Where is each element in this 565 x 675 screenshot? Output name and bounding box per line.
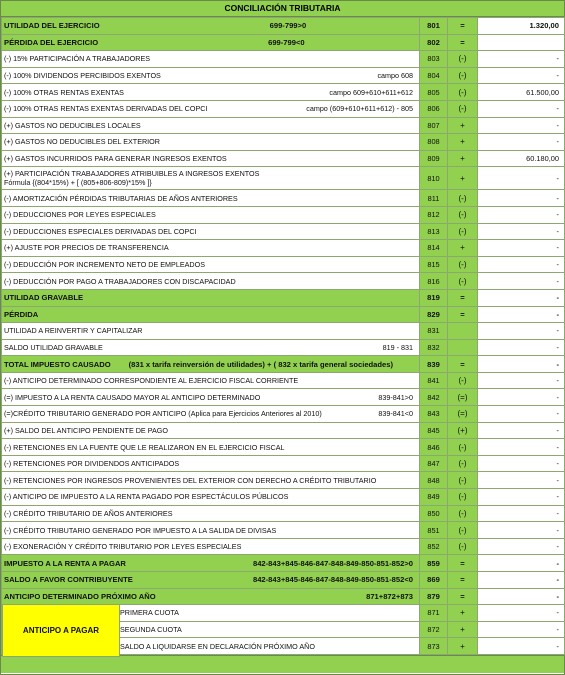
row-code: 847 [420,455,448,472]
row-value-field[interactable]: - [478,588,565,605]
table-row [2,100,565,117]
table-row [2,455,565,472]
row-label-cell [2,256,420,273]
row-formula: 839-841>0 [378,392,413,402]
row-label-cell [2,406,420,423]
row-sign: (-) [448,223,478,240]
row-label: IMPUESTO A LA RENTA A PAGAR [4,558,126,568]
row-code: 801 [420,18,448,35]
row-sign: (-) [448,190,478,207]
table-row [2,117,565,134]
row-sign: (=) [448,389,478,406]
row-label-cell [2,588,420,605]
table-row [2,489,565,506]
row-label-cell [2,472,420,489]
row-label-cell [2,505,420,522]
row-label: (-) ANTICIPO DE IMPUESTO A LA RENTA PAGADO POR ESPECTÁCULOS PÚBLICOS [4,492,289,502]
row-code: 852 [420,538,448,555]
row-code: 832 [420,339,448,356]
row-code: 808 [420,134,448,151]
row-value-field[interactable]: - [478,339,565,356]
row-formula-note: Fórmula {(804*15%) + [ (805+806-809)*15% ]} [4,178,152,188]
table-row [2,34,565,51]
row-formula: 842-843+845-846-847-848-849-850-851-852<0 [252,575,413,585]
row-sign: (-) [448,51,478,68]
row-value-field[interactable]: - [478,439,565,456]
row-code: 839 [420,356,448,373]
row-value-field[interactable]: - [478,406,565,423]
row-sign: (-) [448,522,478,539]
row-code: 859 [420,555,448,572]
row-label-cell [2,439,420,456]
row-code: 803 [420,51,448,68]
anticipo-a-pagar-label: ANTICIPO A PAGAR [2,604,120,657]
table-row [2,306,565,323]
row-value-field[interactable]: - [478,356,565,373]
table-row [2,522,565,539]
row-value-field[interactable]: - [478,240,565,257]
row-value-field[interactable]: - [478,117,565,134]
row-code: 879 [420,588,448,605]
row-value-field[interactable]: - [478,167,565,190]
table-row [2,323,565,340]
row-label: (-) RETENCIONES EN LA FUENTE QUE LE REALIZARON EN EL EJERCICIO FISCAL [4,442,285,452]
anticipo-item-sign: + [448,638,478,655]
table-row [2,422,565,439]
table-row [2,289,565,306]
row-label-cell [2,223,420,240]
row-label-cell [2,117,420,134]
row-label: (-) ANTICIPO DETERMINADO CORRESPONDIENTE AL EJERCICIO FISCAL CORRIENTE [4,376,299,386]
row-code: 805 [420,84,448,101]
row-value-field[interactable]: - [478,256,565,273]
table-row [2,389,565,406]
row-value-field[interactable]: - [478,223,565,240]
row-label: (-) AMORTIZACIÓN PÉRDIDAS TRIBUTARIAS DE AÑOS ANTERIORES [4,193,238,203]
sheet-title: CONCILIACIÓN TRIBUTARIA [1,1,564,17]
table-row [2,206,565,223]
row-label: (=)CRÉDITO TRIBUTARIO GENERADO POR ANTICIPO (Aplica para Ejercicios Anteriores al 2010) [4,409,322,419]
row-value-field[interactable]: - [478,389,565,406]
row-code: 846 [420,439,448,456]
row-formula: campo 608 [377,71,413,81]
row-value-field[interactable]: - [478,323,565,340]
row-label-cell [2,538,420,555]
row-value-field[interactable]: - [478,51,565,68]
row-code: 849 [420,489,448,506]
row-code: 848 [420,472,448,489]
row-label-cell [2,289,420,306]
row-label-cell [2,240,420,257]
row-code: 812 [420,206,448,223]
row-label-cell [2,339,420,356]
row-code: 831 [420,323,448,340]
row-sign: = [448,18,478,35]
row-label: (-) DEDUCCIONES POR LEYES ESPECIALES [4,210,156,220]
row-label: PÉRDIDA DEL EJERCICIO [4,37,99,47]
row-label: (+) PARTICIPACIÓN TRABAJADORES ATRIBUIBLES A INGRESOS EXENTOS [4,169,260,179]
row-value-field[interactable]: - [478,306,565,323]
table-row [2,372,565,389]
table-row [2,67,565,84]
row-value-field[interactable]: - [478,505,565,522]
anticipo-item-sign: + [448,605,478,622]
row-label-cell [2,455,420,472]
row-value-field[interactable]: - [478,289,565,306]
row-label-cell [2,206,420,223]
row-label: UTILIDAD GRAVABLE [4,293,84,303]
row-label-cell [2,306,420,323]
row-label-cell [2,389,420,406]
row-sign: + [448,240,478,257]
row-sign [448,339,478,356]
row-code: 804 [420,67,448,84]
anticipo-item-code: 871 [420,605,448,622]
anticipo-row [2,605,565,622]
row-label: ANTICIPO DETERMINADO PRÓXIMO AÑO [4,591,156,601]
anticipo-item-code: 873 [420,638,448,655]
row-value-field[interactable]: - [478,190,565,207]
row-label: (-) 100% OTRAS RENTAS EXENTAS [4,87,124,97]
row-code: 843 [420,406,448,423]
row-label: (-) RETENCIONES POR DIVIDENDOS ANTICIPADOS [4,459,180,469]
row-label: (-) DEDUCCIONES ESPECIALES DERIVADAS DEL COPCI [4,226,197,236]
row-formula: campo (609+610+611+612) - 805 [306,104,413,114]
row-value-field[interactable]: - [478,555,565,572]
reconciliation-table [1,17,565,655]
row-sign: (=) [448,406,478,423]
table-row [2,18,565,35]
row-label-cell [2,273,420,290]
table-row [2,505,565,522]
row-code: 845 [420,422,448,439]
row-label: PÉRDIDA [4,309,39,319]
row-code: 851 [420,522,448,539]
row-sign: = [448,356,478,373]
table-row [2,572,565,589]
table-row [2,150,565,167]
row-value-field[interactable]: - [478,489,565,506]
table-row [2,406,565,423]
row-sign: (-) [448,256,478,273]
row-sign: + [448,167,478,190]
row-value-field[interactable]: - [478,422,565,439]
row-formula: 819 - 831 [382,342,413,352]
row-label: (-) DEDUCCIÓN POR INCREMENTO NETO DE EMPLEADOS [4,260,206,270]
row-value-field[interactable]: 1.320,00 [478,18,565,35]
table-row [2,256,565,273]
row-label-cell [2,18,420,35]
row-label-cell [2,323,420,340]
row-label: (+) GASTOS NO DEDUCIBLES DEL EXTERIOR [4,137,160,147]
row-formula: 871+872+873 [366,591,413,601]
row-label-cell [2,167,420,190]
table-row [2,588,565,605]
table-row [2,134,565,151]
row-label-cell [2,422,420,439]
table-row [2,223,565,240]
row-code: 819 [420,289,448,306]
row-sign: = [448,306,478,323]
row-label: (+) GASTOS NO DEDUCIBLES LOCALES [4,120,141,130]
row-value-field[interactable]: 61.500,00 [478,84,565,101]
row-sign: (-) [448,489,478,506]
row-label: UTILIDAD A REINVERTIR Y CAPITALIZAR [4,326,143,336]
row-sign: = [448,572,478,589]
row-value-field[interactable]: - [478,100,565,117]
row-label-cell [2,67,420,84]
row-value-field[interactable]: - [478,134,565,151]
row-label: TOTAL IMPUESTO CAUSADO [4,359,111,369]
row-code: 815 [420,256,448,273]
row-label-cell [2,51,420,68]
row-label-cell [2,356,420,373]
row-sign: + [448,117,478,134]
row-value-field[interactable]: - [478,67,565,84]
row-label: UTILIDAD DEL EJERCICIO [4,21,100,31]
row-formula: 839-841<0 [378,409,413,419]
row-code: 806 [420,100,448,117]
row-sign: = [448,289,478,306]
row-sign: (-) [448,84,478,101]
table-row [2,439,565,456]
anticipo-item-value-field[interactable]: - [478,605,565,622]
table-row [2,167,565,190]
table-row [2,356,565,373]
row-label: (+) AJUSTE POR PRECIOS DE TRANSFERENCIA [4,243,169,253]
row-code: 842 [420,389,448,406]
row-value-field[interactable]: - [478,538,565,555]
row-value-field[interactable]: - [478,372,565,389]
row-code: 816 [420,273,448,290]
row-label: SALDO A FAVOR CONTRIBUYENTE [4,575,133,585]
row-sign: (-) [448,273,478,290]
anticipo-item-label: SEGUNDA CUOTA [2,621,420,638]
row-sign: + [448,150,478,167]
row-label-cell [2,522,420,539]
anticipo-item-label: SALDO A LIQUIDARSE EN DECLARACIÓN PRÓXIMO AÑO [2,638,420,655]
row-sign: = [448,34,478,51]
row-code: 807 [420,117,448,134]
reconciliation-body [2,18,565,655]
row-label: (+) GASTOS INCURRIDOS PARA GENERAR INGRESOS EXENTOS [4,154,227,164]
table-row [2,538,565,555]
row-label: (-) CRÉDITO TRIBUTARIO GENERADO POR IMPUESTO A LA SALIDA DE DIVISAS [4,525,277,535]
row-sign: (-) [448,472,478,489]
row-code: 813 [420,223,448,240]
row-value-field[interactable] [478,34,565,51]
row-sign: + [448,134,478,151]
row-code: 850 [420,505,448,522]
table-row [2,555,565,572]
row-sign: (+) [448,422,478,439]
row-code: 869 [420,572,448,589]
row-sign: (-) [448,372,478,389]
row-sign: (-) [448,100,478,117]
row-label-cell [2,100,420,117]
row-code: 811 [420,190,448,207]
row-label: (-) EXONERACIÓN Y CRÉDITO TRIBUTARIO POR LEYES ESPECIALES [4,542,242,552]
row-label: (=) IMPUESTO A LA RENTA CAUSADO MAYOR AL ANTICIPO DETERMINADO [4,392,261,402]
anticipo-item-code: 872 [420,621,448,638]
row-sign [448,323,478,340]
row-label-cell [2,489,420,506]
row-formula: (831 x tarifa reinversión de utilidades) + ( 832 x tarifa general sociedades) [128,359,394,369]
table-row [2,339,565,356]
row-value-field[interactable]: - [478,572,565,589]
row-label: (-) 100% OTRAS RENTAS EXENTAS DERIVADAS DEL COPCI [4,104,208,114]
row-code: 841 [420,372,448,389]
table-row [2,472,565,489]
table-row [2,51,565,68]
row-value-field[interactable]: - [478,522,565,539]
row-sign: (-) [448,455,478,472]
row-sign: (-) [448,206,478,223]
row-value-field[interactable]: - [478,472,565,489]
sheet-footer [1,655,564,673]
row-label: (-) 100% DIVIDENDOS PERCIBIDOS EXENTOS [4,71,161,81]
row-code: 809 [420,150,448,167]
row-code: 802 [420,34,448,51]
row-sign: (-) [448,67,478,84]
row-label: (-) CRÉDITO TRIBUTARIO DE AÑOS ANTERIORES [4,508,173,518]
row-label-cell [2,34,420,51]
anticipo-item-value-field[interactable]: - [478,621,565,638]
row-sign: (-) [448,505,478,522]
anticipo-item-value-field[interactable]: - [478,638,565,655]
row-label: (-) RETENCIONES POR INGRESOS PROVENIENTES DEL EXTERIOR CON DERECHO A CRÉDITO TRIBUTARIO [4,475,377,485]
row-sign: (-) [448,538,478,555]
row-sign: = [448,588,478,605]
anticipo-item-label: PRIMERA CUOTA [118,605,419,621]
row-value-field[interactable]: - [478,273,565,290]
row-formula: 699-799<0 [268,37,305,47]
table-row [2,273,565,290]
row-formula: campo 609+610+611+612 [329,87,413,97]
row-label-cell [2,372,420,389]
row-sign: (-) [448,439,478,456]
row-formula: 842-843+845-846-847-848-849-850-851-852>0 [252,558,413,568]
row-formula: 699-799>0 [269,21,307,31]
row-label-cell [2,555,420,572]
row-label: (-) DEDUCCIÓN POR PAGO A TRABAJADORES CON DISCAPACIDAD [4,276,236,286]
row-label: (-) 15% PARTICIPACIÓN A TRABAJADORES [4,54,151,64]
row-code: 814 [420,240,448,257]
row-label-cell [2,134,420,151]
row-value-field[interactable]: 60.180,00 [478,150,565,167]
row-label-cell [2,84,420,101]
anticipo-item-sign: + [448,621,478,638]
row-code: 829 [420,306,448,323]
row-value-field[interactable]: - [478,455,565,472]
row-label-cell [2,150,420,167]
row-value-field[interactable]: - [478,206,565,223]
row-code: 810 [420,167,448,190]
row-label: SALDO UTILIDAD GRAVABLE [4,342,103,352]
table-row [2,84,565,101]
row-label-cell [2,190,420,207]
table-row [2,240,565,257]
row-sign: = [448,555,478,572]
row-label-cell [2,572,420,589]
row-label: (+) SALDO DEL ANTICIPO PENDIENTE DE PAGO [4,425,168,435]
table-row [2,190,565,207]
